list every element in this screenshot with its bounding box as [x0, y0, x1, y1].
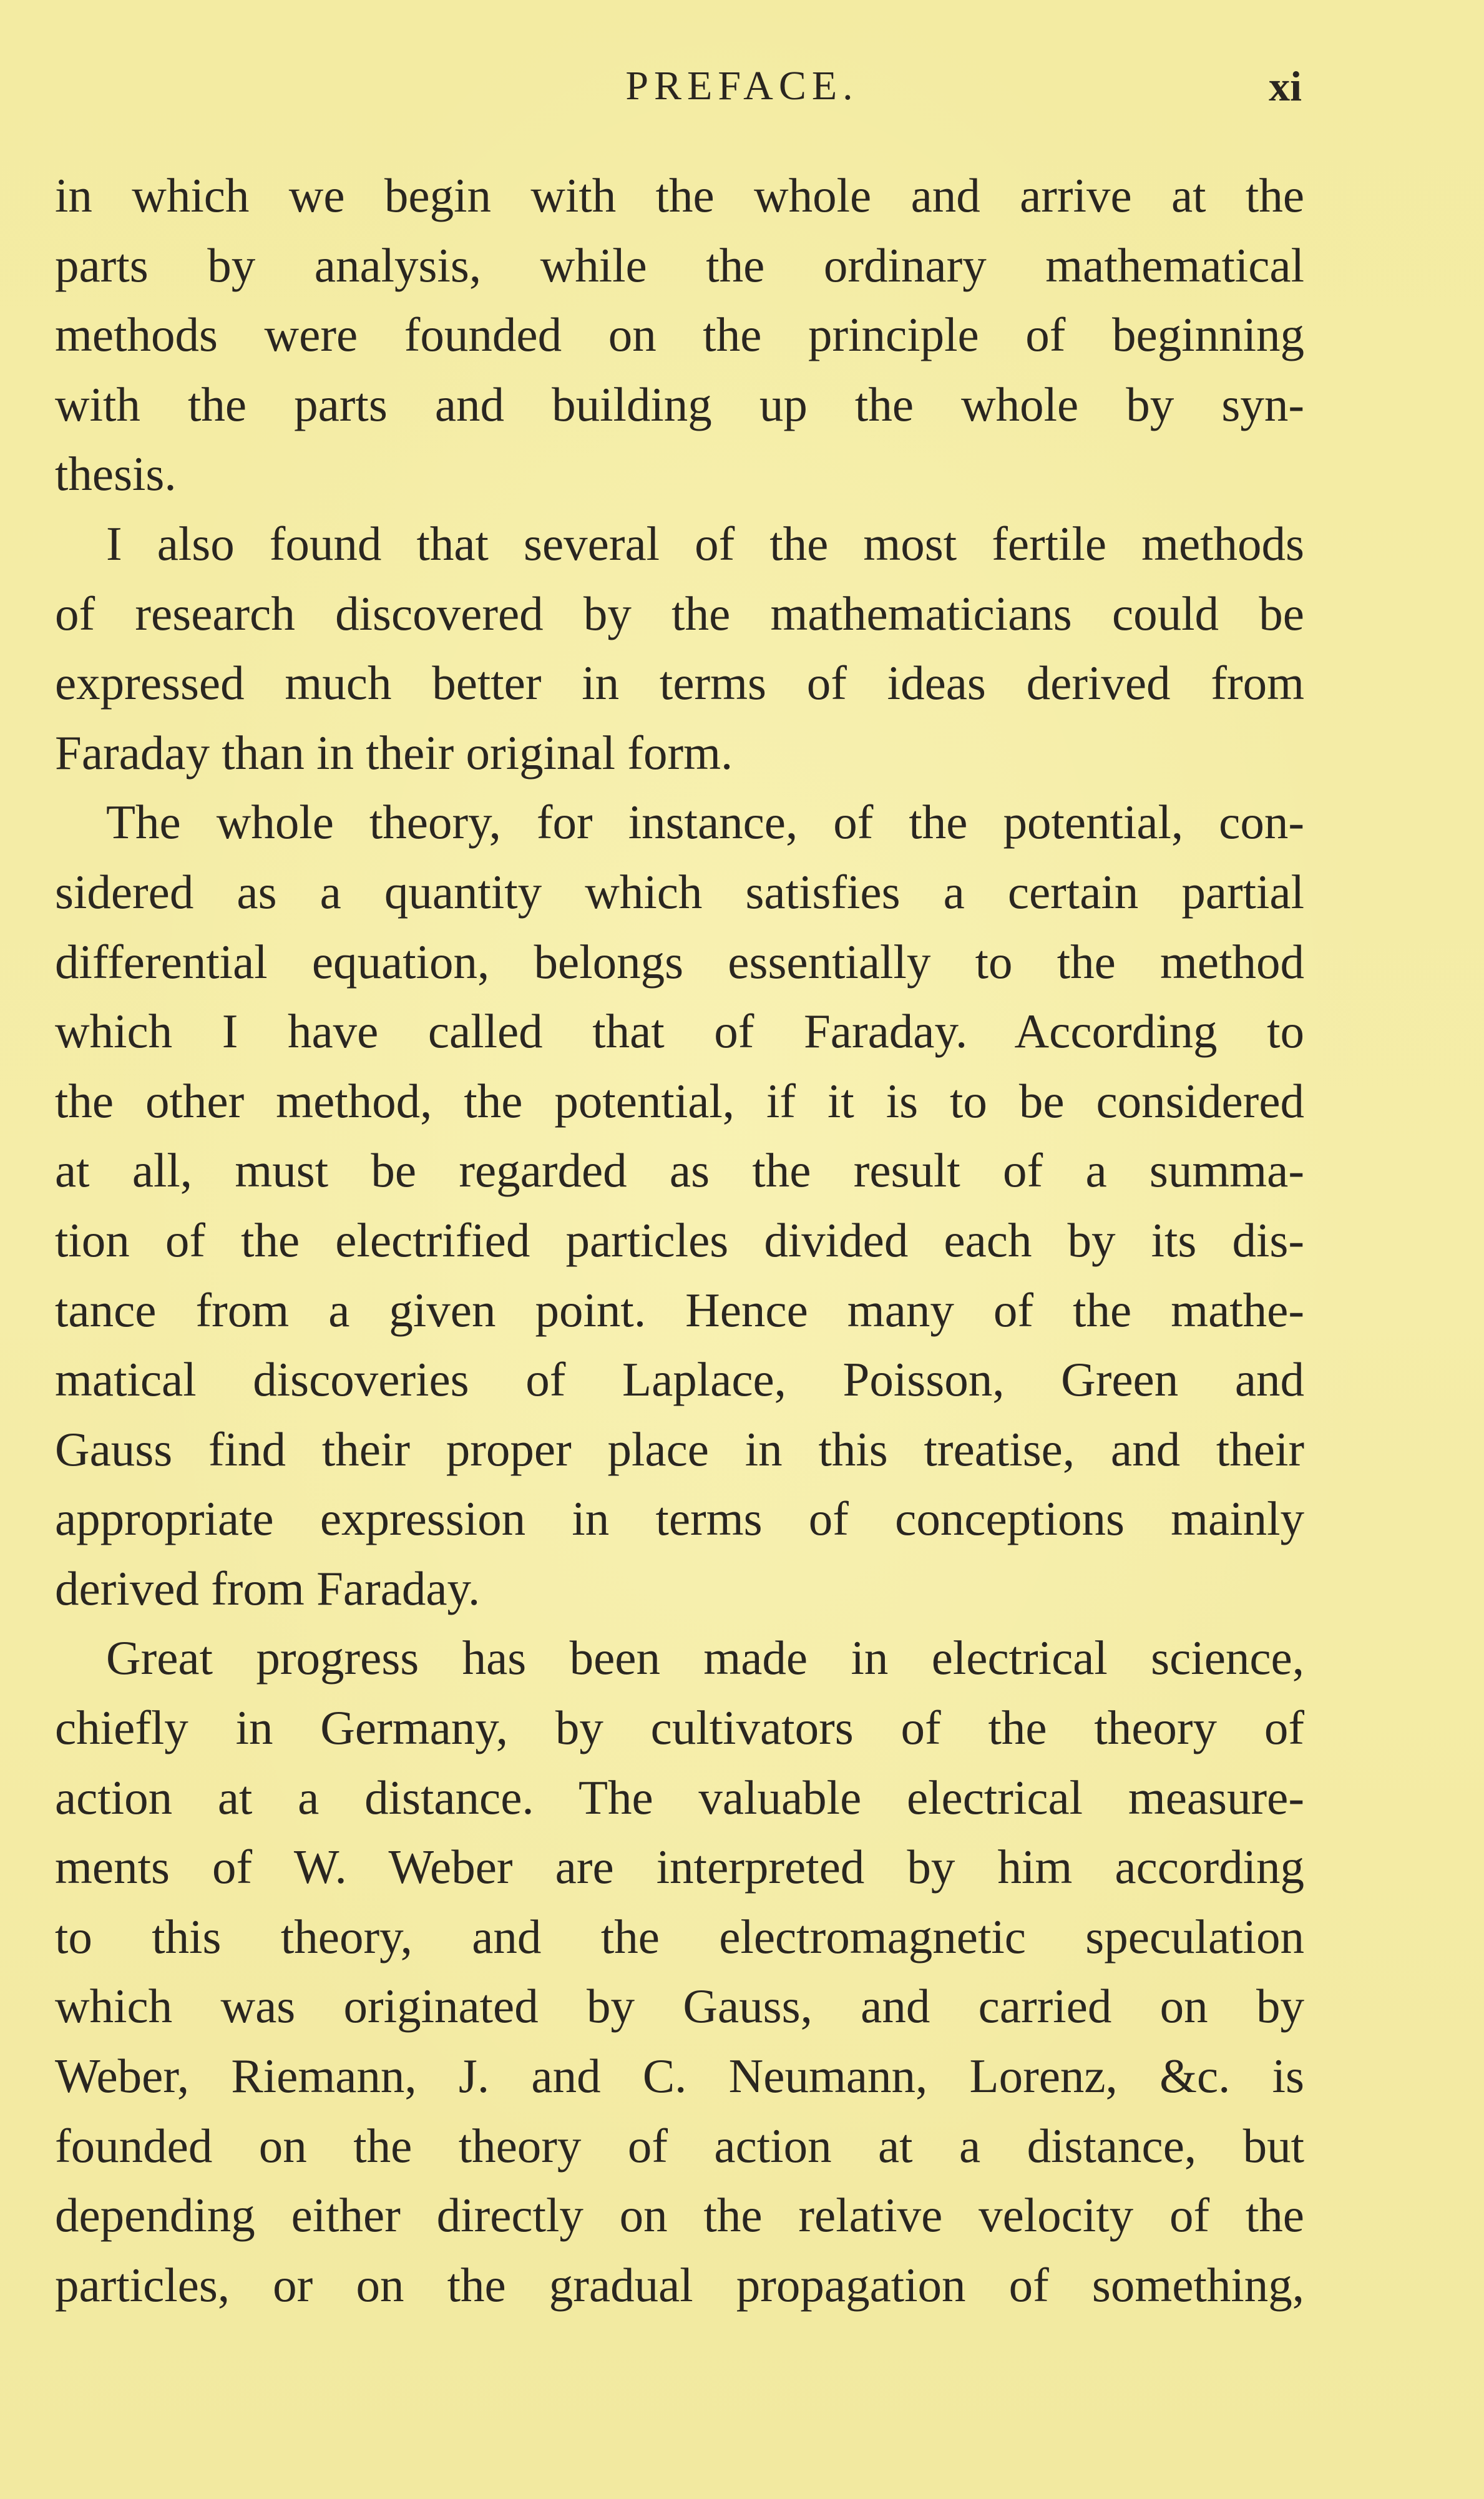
text-line: tion of the electrified particles divided each by its dis- [55, 1213, 1304, 1267]
text-line: The whole theory, for instance, of the potential, con- [106, 795, 1304, 849]
text-line: with the parts and building up the whole by syn- [55, 377, 1304, 431]
page-number: xi [1269, 62, 1302, 110]
text-line: Faraday than in their original form. [55, 725, 733, 780]
text-line: the other method, the potential, if it is to be considered [55, 1073, 1304, 1128]
text-line: derived from Faraday. [55, 1561, 481, 1615]
text-line: depending either directly on the relative velocity of the [55, 2188, 1304, 2242]
text-line: I also found that several of the most fertile methods [106, 516, 1304, 570]
text-line: ments of W. Weber are interpreted by him according [55, 1840, 1304, 1894]
text-line: which was originated by Gauss, and carried on by [55, 1979, 1304, 2033]
text-line: appropriate expression in terms of conceptions mainly [55, 1492, 1304, 1546]
text-line: Great progress has been made in electrical science, [106, 1631, 1304, 1685]
text-line: to this theory, and the electromagnetic speculation [55, 1909, 1304, 1964]
body-text [55, 161, 1304, 2320]
text-line: founded on the theory of action at a distance, but [55, 2118, 1304, 2173]
text-line: of research discovered by the mathematicians could be [55, 586, 1304, 640]
text-line: Gauss find their proper place in this treatise, and their [55, 1422, 1304, 1476]
running-header-title: PREFACE. [625, 63, 859, 109]
text-line: matical discoveries of Laplace, Poisson, Green and [55, 1352, 1304, 1407]
text-line: thesis. [55, 447, 177, 501]
text-line: expressed much better in terms of ideas derived from [55, 656, 1304, 710]
text-line: methods were founded on the principle of beginning [55, 308, 1304, 362]
text-line: which I have called that of Faraday. According to [55, 1004, 1304, 1059]
text-line: sidered as a quantity which satisfies a certain partial [55, 864, 1304, 919]
text-line: tance from a given point. Hence many of the mathe- [55, 1283, 1304, 1337]
text-line: action at a distance. The valuable electrical measure- [55, 1770, 1304, 1824]
text-line: in which we begin with the whole and arrive at the [55, 169, 1304, 222]
text-line: differential equation, belongs essentially to the method [55, 934, 1304, 989]
text-line: particles, or on the gradual propagation of something, [55, 2257, 1304, 2312]
text-line: at all, must be regarded as the result of a summa- [55, 1143, 1304, 1198]
text-line: Weber, Riemann, J. and C. Neumann, Lorenz, &c. is [55, 2049, 1304, 2103]
text-line: chiefly in Germany, by cultivators of the theory of [55, 1701, 1304, 1755]
text-line: parts by analysis, while the ordinary mathematical [55, 238, 1304, 292]
